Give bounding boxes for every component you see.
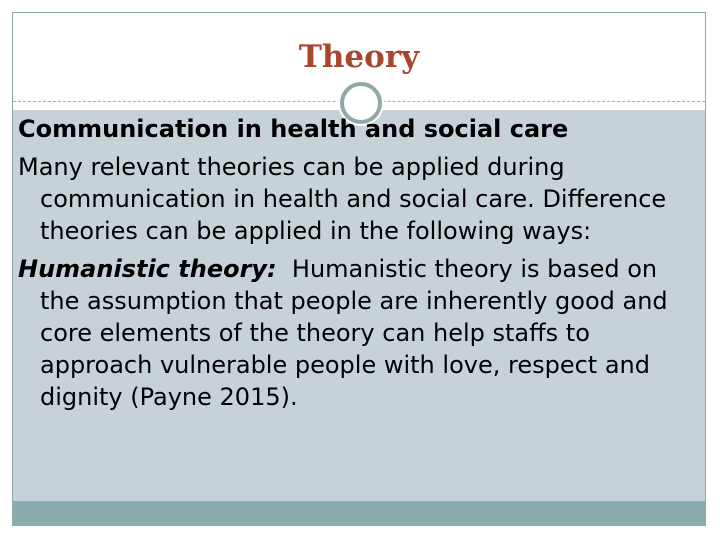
intro-paragraph: Many relevant theories can be applied during communication in health and social care. Difference theories can be applied in the following ways: — [18, 153, 667, 245]
section-heading: Communication in health and social care — [18, 115, 569, 143]
humanistic-label: Humanistic theory: — [18, 255, 277, 283]
humanistic-paragraph — [18, 253, 678, 413]
footer-bar — [13, 501, 705, 525]
slide-title: Theory — [298, 39, 420, 75]
humanistic-text: Humanistic theory is based on the assumption that people are inherently good and core elements of the theory can help staffs to approach vulnerable people with love, respect and dignity (Payne 2015). — [40, 255, 668, 411]
slide-body — [18, 113, 678, 419]
